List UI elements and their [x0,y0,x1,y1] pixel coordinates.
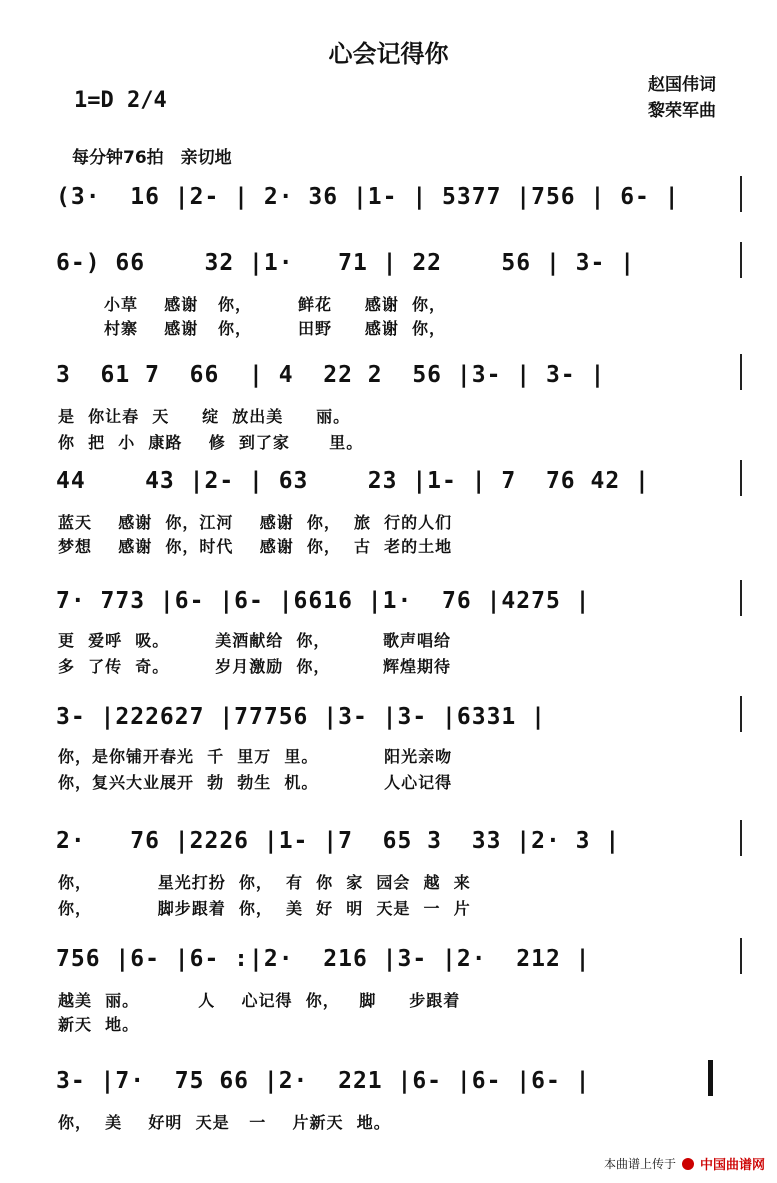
notation-line-3: 3 61 7 66 | 4 22 2 56 |3- | 3- | [56,362,606,388]
notation-line-4: 44 43 |2- | 63 23 |1- | 7 76 42 | [56,468,650,494]
lyric-line-3-verse2: 你 把 小 康路 修 到了家 里。 [58,433,364,452]
lyric-line-7-verse1: 你， 星光打扮 你， 有 你 家 园会 越 来 [58,873,471,892]
lyric-line-5-verse2: 多 了传 奇。 岁月激励 你， 辉煌期待 [58,657,451,676]
bar-line [740,354,742,390]
upload-footer [604,1154,765,1173]
bar-line [740,696,742,732]
lyric-line-4-verse2: 梦想 感谢 你，时代 感谢 你， 古 老的土地 [58,537,453,556]
composer-credit: 黎荣军曲 [648,101,716,121]
lyric-line-8-verse1: 越美 丽。 人 心记得 你， 脚 步跟着 [58,991,461,1010]
tempo-marking: 每分钟76拍 亲切地 [72,148,232,168]
lyric-line-3-verse1: 是 你让春 天 绽 放出美 丽。 [58,407,351,426]
lyric-line-2-verse1: 小草 感谢 你， 鲜花 感谢 你， [58,295,446,314]
bar-line [740,938,742,974]
bar-line [740,460,742,496]
lyric-line-7-verse2: 你， 脚步跟着 你， 美 好 明 天是 一 片 [58,899,471,918]
song-title: 心会记得你 [328,40,449,68]
notation-line-6: 3- |222627 |77756 |3- |3- |6331 | [56,704,546,730]
notation-line-1: (3· 16 |2- | 2· 36 |1- | 5377 |756 | 6- | [56,184,680,210]
bar-line [740,242,742,278]
lyric-line-5-verse1: 更 爱呼 吸。 美酒献给 你， 歌声唱给 [58,631,451,650]
lyric-line-2-verse2: 村寨 感谢 你， 田野 感谢 你， [58,319,446,338]
lyricist-credit: 赵国伟词 [648,75,716,95]
bar-line [740,176,742,212]
notation-line-5: 7· 773 |6- |6- |6616 |1· 76 |4275 | [56,588,591,614]
notation-line-7: 2· 76 |2226 |1- |7 65 3 33 |2· 3 | [56,828,621,854]
lyric-line-9-verse1: 你， 美 好明 天是 一 片新天 地。 [58,1113,391,1132]
notation-line-2: 6-) 66 32 |1· 71 | 22 56 | 3- | [56,250,636,276]
lyric-line-6-verse1: 你，是你铺开春光 千 里万 里。 阳光亲吻 [58,747,453,766]
lyric-line-4-verse1: 蓝天 感谢 你，江河 感谢 你， 旅 行的人们 [58,513,453,532]
final-bar-line [708,1060,713,1096]
lyric-line-6-verse2: 你，复兴大业展开 勃 勃生 机。 人心记得 [58,773,453,792]
site-logo-icon [682,1158,694,1170]
lyric-line-8-verse2: 新天 地。 [58,1015,140,1034]
notation-line-9: 3- |7· 75 66 |2· 221 |6- |6- |6- | [56,1068,591,1094]
bar-line [740,820,742,856]
key-signature: 1=D 2/4 [74,88,167,113]
notation-line-8: 756 |6- |6- :|2· 216 |3- |2· 212 | [56,946,591,972]
footer-brand: 中国曲谱网 [699,1158,765,1173]
footer-prefix: 本曲谱上传于 [603,1157,676,1171]
bar-line [740,580,742,616]
